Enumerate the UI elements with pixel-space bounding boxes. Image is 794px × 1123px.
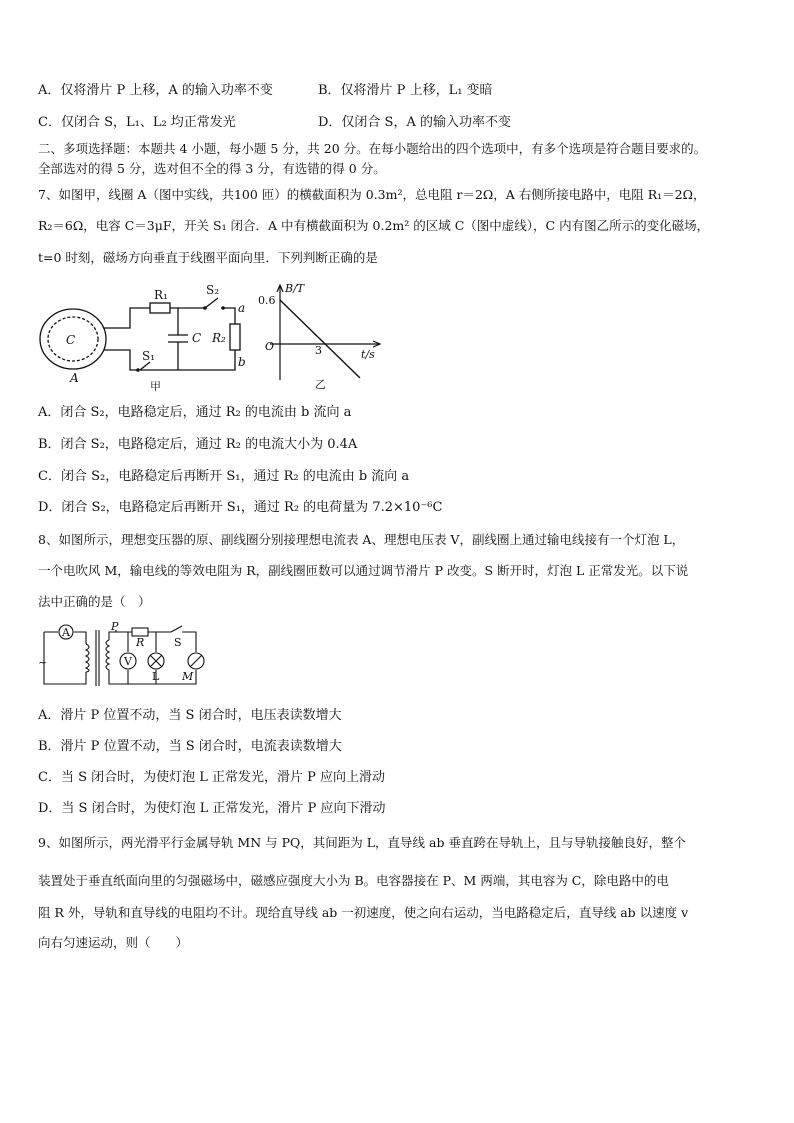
- q7-option-a: A．闭合 S₂，电路稳定后，通过 R₂ 的电流由 b 流向 a: [38, 405, 352, 420]
- switch-S1: [140, 362, 150, 370]
- q8-option-b: B．滑片 P 位置不动，当 S 闭合时，电流表读数增大: [38, 739, 342, 754]
- fig-label-R2: R₂: [212, 331, 226, 345]
- fig8-label-P: P: [111, 622, 119, 633]
- fig-label-S2: S₂: [206, 283, 220, 297]
- q8-option-c: C．当 S 闭合时，为使灯泡 L 正常发光，滑片 P 应向上滑动: [38, 770, 386, 785]
- q9-stem-line4: 向右匀速运动，则（ ）: [38, 935, 189, 950]
- q7-option-d: D．闭合 S₂，电路稳定后再断开 S₁，通过 R₂ 的电荷量为 7.2×10⁻⁶C: [38, 500, 443, 515]
- secondary-coil: [106, 640, 109, 670]
- fig8-label-V: V: [124, 655, 132, 668]
- y-tick-label: 0.6: [258, 294, 276, 307]
- q8-stem-line1: 8、如图所示，理想变压器的原、副线圈分别接理想电流表 A、理想电压表 V，副线圈上通过输电线接有一个灯泡 L，: [38, 532, 685, 547]
- x-tick-label: 3: [315, 344, 322, 357]
- fig8-label-S: S: [174, 636, 182, 649]
- prev-option-d: D．仅闭合 S，A 的输入功率不变: [318, 115, 511, 130]
- primary-coil: [86, 644, 89, 672]
- q8-option-a: A．滑片 P 位置不动，当 S 闭合时，电压表读数增大: [38, 708, 342, 723]
- q7-option-c: C．闭合 S₂，电路稳定后再断开 S₁，通过 R₂ 的电流由 b 流向 a: [38, 469, 410, 484]
- fig-label-a: a: [238, 301, 246, 315]
- resistor-R2: [230, 324, 240, 350]
- q9-stem-line1: 9、如图所示，两光滑平行金属导轨 MN 与 PQ，其间距为 L，直导线 ab 垂直跨在导轨上，且与导轨接触良好，整个: [38, 835, 686, 850]
- q7-stem-line1: 7、如图甲，线圈 A（图中实线，共100 匝）的横截面积为 0.3m²，总电阻 r＝2Ω，A 右侧所接电路中，电阻 R₁＝2Ω，: [38, 187, 706, 202]
- prev-option-c: C．仅闭合 S，L₁、L₂ 均正常发光: [38, 115, 236, 130]
- q8-option-d: D．当 S 闭合时，为使灯泡 L 正常发光，滑片 P 应向下滑动: [38, 801, 386, 816]
- q8-stem-line3: 法中正确的是（ ）: [38, 594, 151, 609]
- fig8-label-M: M: [182, 670, 194, 683]
- q7-stem-line3: t=0 时刻，磁场方向垂直于线圈平面向里．下列判断正确的是: [38, 250, 378, 265]
- q9-stem-line2: 装置处于垂直纸面向里的匀强磁场中，磁感应强度大小为 B。电容器接在 P、M 两端，其电容为 C，除电路中的电: [38, 873, 669, 888]
- b-t-line: [280, 300, 360, 378]
- wire-top-left: [104, 308, 150, 328]
- q8-stem-line2: 一个电吹风 M，输电线的等效电阻为 R，副线圈匝数可以通过调节滑片 P 改变。S 断开时，灯泡 L 正常发光。以下说: [38, 563, 689, 578]
- q7-stem-line2: R₂＝6Ω，电容 C＝3μF，开关 S₁ 闭合．A 中有横截面积为 0.2m² 的区域 C（图中虚线），C 内有图乙所示的变化磁场，: [38, 218, 710, 233]
- section-heading-line1: 二、多项选择题：本题共 4 小题，每小题 5 分，共 20 分。在每小题给出的四个选项中，有多个选项是符合题目要求的。: [38, 141, 707, 156]
- y-axis-label: B/T: [285, 282, 305, 295]
- x-axis-label: t/s: [361, 348, 375, 361]
- fig-label-S1: S₁: [142, 349, 156, 363]
- fig-label-A: A: [70, 371, 79, 385]
- fig-label-R1: R₁: [154, 288, 168, 302]
- fig-label-C: C: [66, 333, 76, 347]
- fig-caption-yi: 乙: [315, 378, 326, 391]
- transformer-core: [96, 630, 99, 686]
- q7-figure-yi: [255, 280, 385, 395]
- wire-bottom-left: [104, 350, 138, 370]
- prev-option-a: A．仅将滑片 P 上移，A 的输入功率不变: [38, 83, 273, 98]
- fig-caption-jia: 甲: [150, 380, 161, 393]
- fig8-label-R: R: [136, 636, 145, 649]
- fig-label-capacitor: C: [192, 331, 202, 345]
- fig8-label-A: A: [62, 626, 70, 639]
- resistor-R1: [150, 303, 170, 313]
- origin-label: O: [265, 340, 275, 353]
- fig8-label-source: ~: [38, 656, 48, 669]
- capacitor-C: [168, 308, 188, 370]
- prev-option-b: B．仅将滑片 P 上移，L₁ 变暗: [318, 83, 493, 98]
- q8-figure-transformer: [36, 622, 206, 692]
- fig-label-b: b: [238, 355, 246, 369]
- section-heading-line2: 全部选对的得 5 分，选对但不全的得 3 分，有选错的得 0 分。: [38, 161, 386, 176]
- wire-top-right: [223, 308, 235, 324]
- switch-S: [171, 626, 182, 632]
- primary-bottom-wire: [44, 632, 86, 684]
- resistor-R: [132, 628, 148, 636]
- q9-stem-line3: 阻 R 外，导轨和直导线的电阻均不计。现给直导线 ab 一初速度，使之向右运动，当电路稳定后，直导线 ab 以速度 v: [38, 905, 689, 920]
- q7-figure-jia: [30, 282, 270, 397]
- q7-option-b: B．闭合 S₂，电路稳定后，通过 R₂ 的电流大小为 0.4A: [38, 437, 358, 452]
- fig8-label-L: L: [152, 670, 160, 683]
- switch-S2: [205, 298, 218, 308]
